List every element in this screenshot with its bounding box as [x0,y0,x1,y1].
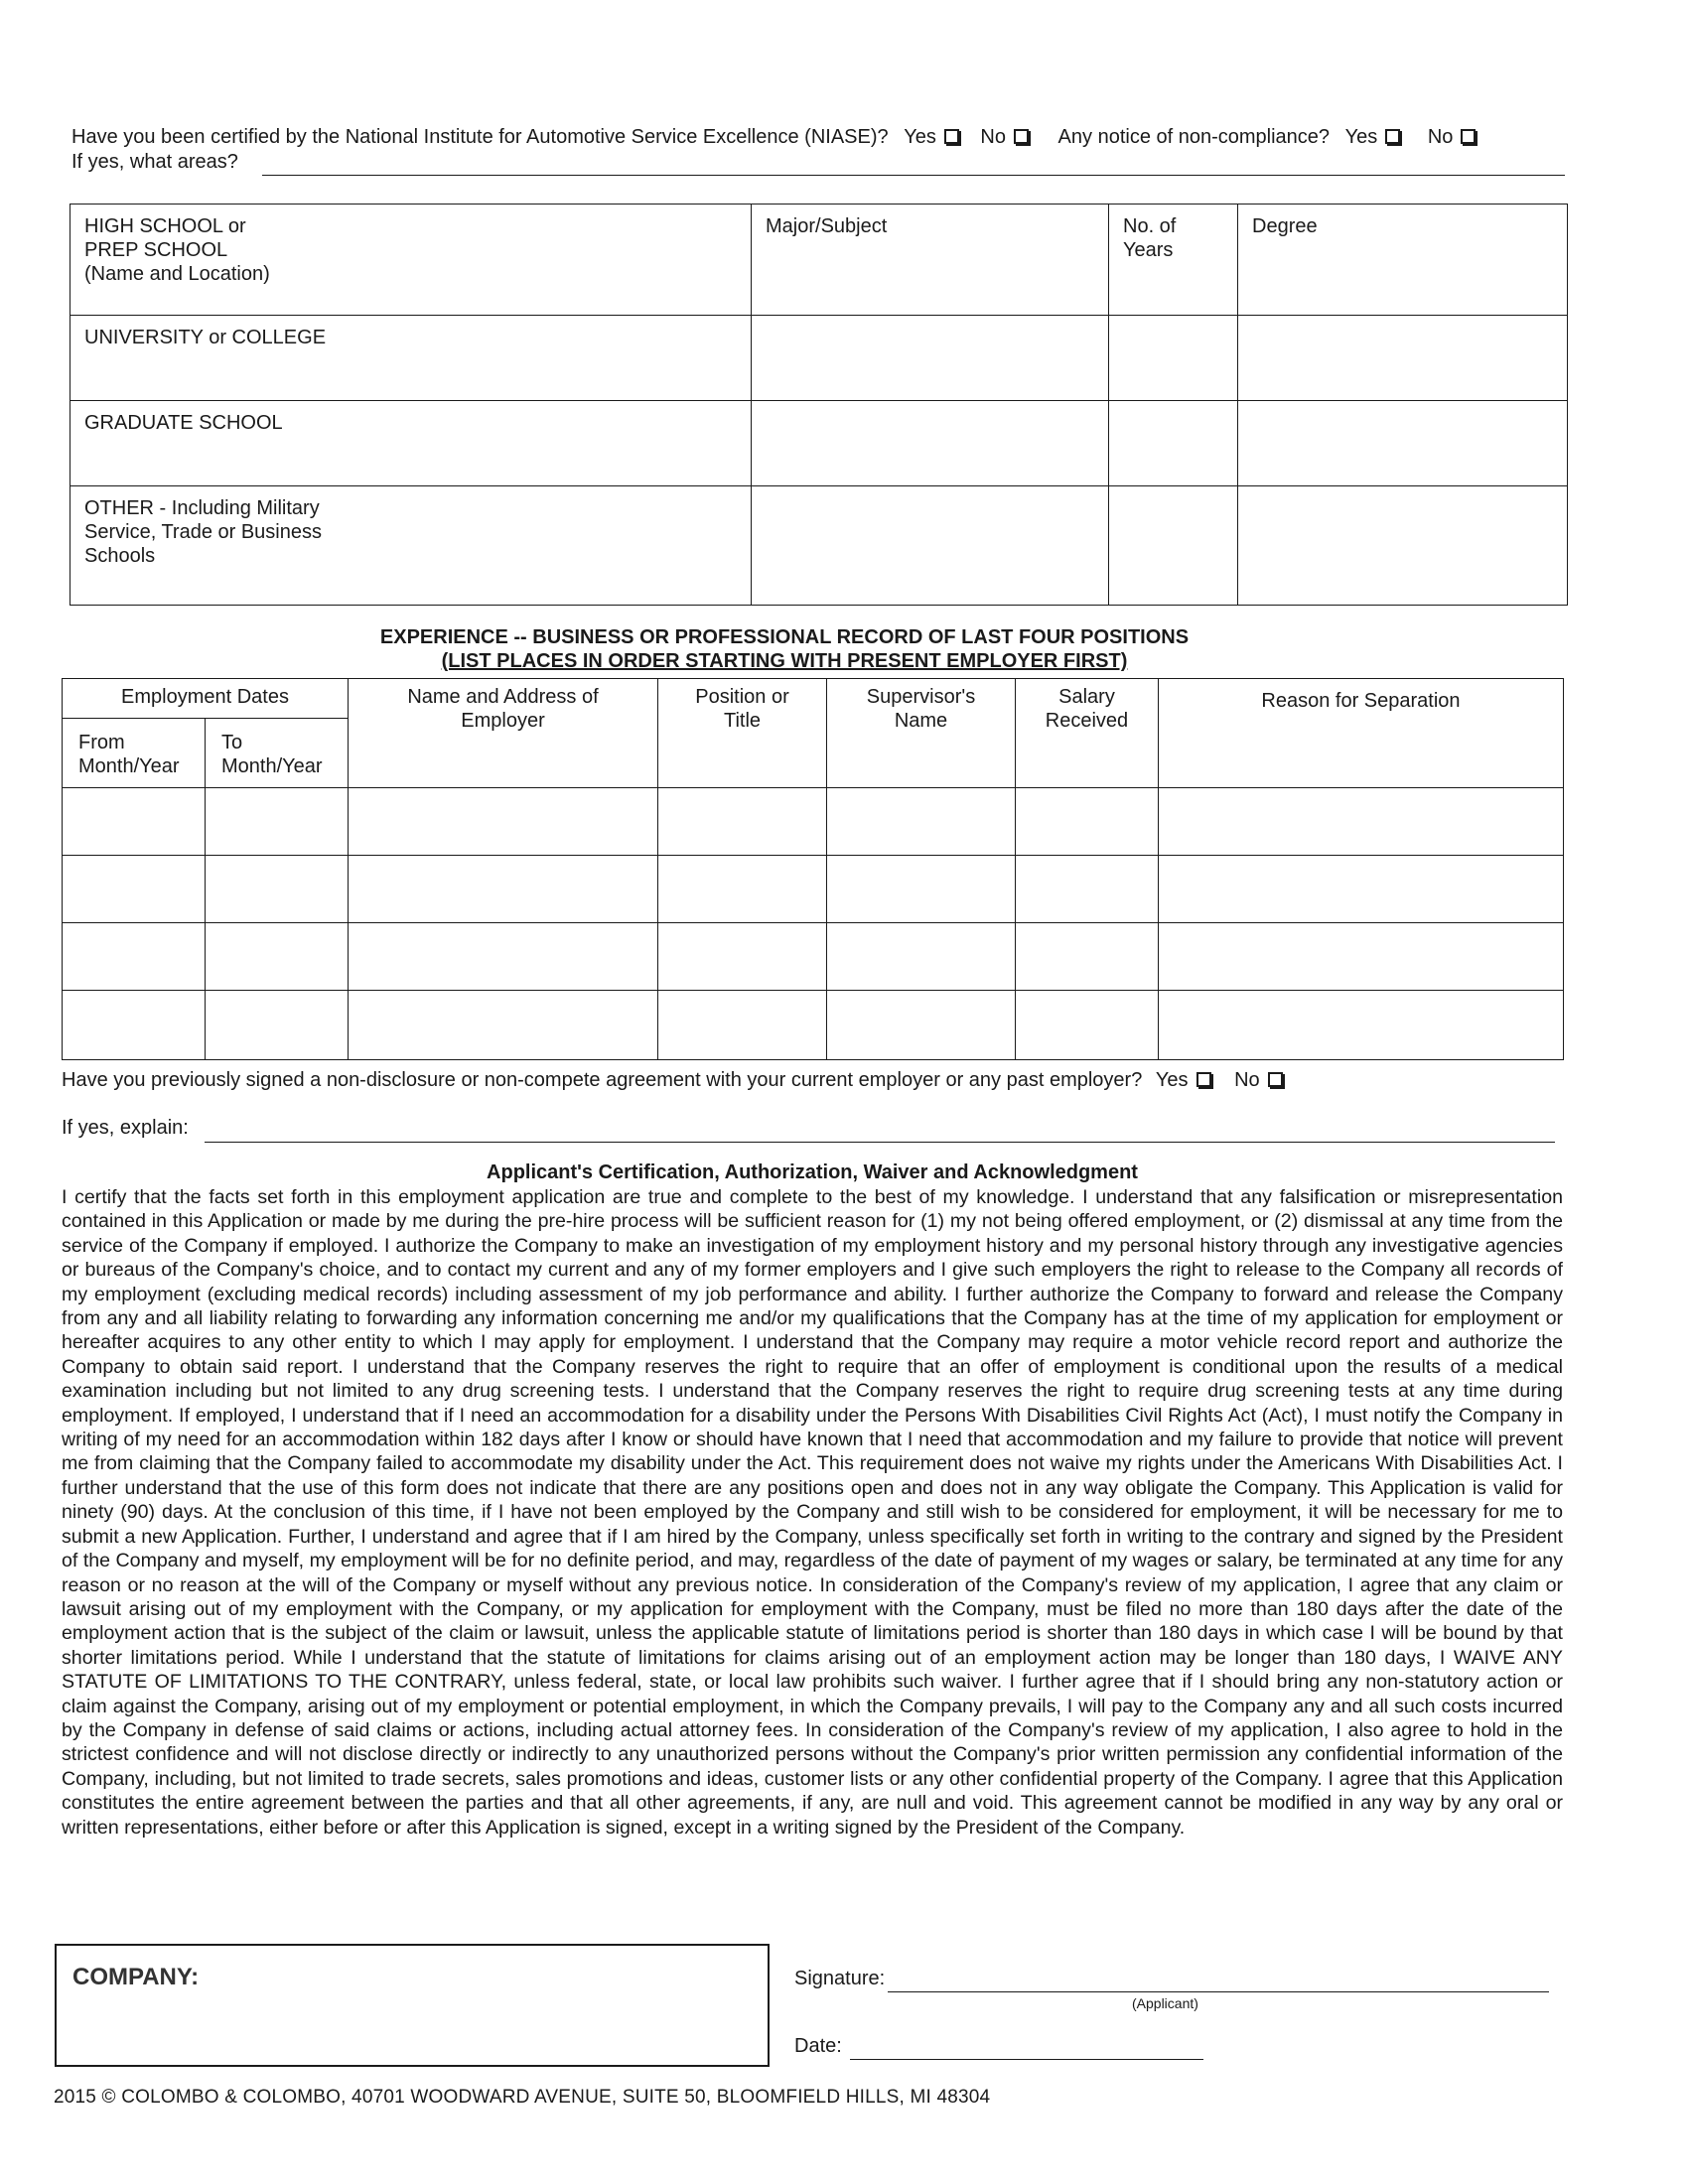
experience-row [63,923,1564,991]
noncompliance-yes-checkbox[interactable] [1385,129,1400,144]
niase-no-label: No [980,126,1006,148]
signature-sublabel: (Applicant) [1132,1995,1198,2011]
row1-reason-cell[interactable] [1159,788,1564,856]
row3-employer-cell[interactable] [349,923,658,991]
employer-header: Name and Address of Employer [349,679,658,788]
niase-no-checkbox[interactable] [1014,129,1029,144]
nda-explain-label: If yes, explain: [62,1117,189,1139]
university-cell[interactable]: UNIVERSITY or COLLEGE [70,316,752,401]
signature-field[interactable] [888,1991,1549,1992]
education-header-row [70,205,1568,316]
nda-explain-field[interactable] [205,1142,1555,1143]
experience-row [63,991,1564,1060]
experience-row [63,856,1564,923]
row4-from-cell[interactable] [63,991,206,1060]
row4-supervisor-cell[interactable] [827,991,1016,1060]
niase-question-row [71,126,1479,149]
graduate-cell[interactable]: GRADUATE SCHOOL [70,401,752,486]
graduate-years-cell[interactable] [1109,401,1238,486]
row1-from-cell[interactable] [63,788,206,856]
degree-header: Degree [1238,205,1568,316]
certification-title: Applicant's Certification, Authorization, Waiver and Acknowledgment [487,1161,1138,1183]
education-row-graduate [70,401,1568,486]
nda-no-checkbox[interactable] [1268,1072,1283,1087]
experience-table [62,678,1564,1060]
row3-supervisor-cell[interactable] [827,923,1016,991]
nda-question-row [62,1069,1287,1092]
other-years-cell[interactable] [1109,486,1238,606]
other-cell[interactable]: OTHER - Including Military Service, Trade or Business Schools [70,486,752,606]
nda-yes-label: Yes [1155,1069,1189,1091]
row3-from-cell[interactable] [63,923,206,991]
row4-position-cell[interactable] [658,991,827,1060]
from-header: From Month/Year [63,719,206,788]
position-header: Position or Title [658,679,827,788]
reason-header: Reason for Separation [1159,679,1564,788]
noncompliance-no-label: No [1427,126,1454,148]
university-years-cell[interactable] [1109,316,1238,401]
row4-to-cell[interactable] [206,991,349,1060]
row2-position-cell[interactable] [658,856,827,923]
supervisor-header: Supervisor's Name [827,679,1016,788]
university-degree-cell[interactable] [1238,316,1568,401]
education-row-university [70,316,1568,401]
signature-label: Signature: [794,1968,886,1989]
niase-areas-label: If yes, what areas? [71,151,238,173]
graduate-major-cell[interactable] [752,401,1109,486]
noncompliance-yes-label: Yes [1344,126,1378,148]
row2-employer-cell[interactable] [349,856,658,923]
nda-no-label: No [1234,1069,1260,1091]
niase-areas-field[interactable] [262,175,1565,176]
niase-yes-label: Yes [904,126,936,148]
company-label: COMPANY: [72,1964,200,1990]
row1-supervisor-cell[interactable] [827,788,1016,856]
date-label: Date: [794,2035,842,2057]
row2-salary-cell[interactable] [1016,856,1159,923]
salary-header: Salary Received [1016,679,1159,788]
row3-reason-cell[interactable] [1159,923,1564,991]
row4-salary-cell[interactable] [1016,991,1159,1060]
graduate-degree-cell[interactable] [1238,401,1568,486]
row3-position-cell[interactable] [658,923,827,991]
nda-question: Have you previously signed a non-disclosure or non-compete agreement with your current employer or any past employer? [62,1069,1143,1091]
row2-reason-cell[interactable] [1159,856,1564,923]
row1-salary-cell[interactable] [1016,788,1159,856]
education-table [70,204,1568,606]
major-header: Major/Subject [752,205,1109,316]
noncompliance-question: Any notice of non-compliance? [1057,126,1331,148]
row2-to-cell[interactable] [206,856,349,923]
university-major-cell[interactable] [752,316,1109,401]
row2-from-cell[interactable] [63,856,206,923]
company-box[interactable] [55,1944,770,2067]
row1-to-cell[interactable] [206,788,349,856]
experience-header-row-1 [63,679,1564,719]
noncompliance-no-checkbox[interactable] [1461,129,1476,144]
years-header: No. of Years [1109,205,1238,316]
row3-to-cell[interactable] [206,923,349,991]
other-major-cell[interactable] [752,486,1109,606]
row1-employer-cell[interactable] [349,788,658,856]
date-field[interactable] [850,2059,1203,2060]
row2-supervisor-cell[interactable] [827,856,1016,923]
footer-copyright: 2015 © COLOMBO & COLOMBO, 40701 WOODWARD AVENUE, SUITE 50, BLOOMFIELD HILLS, MI 48304 [54,2087,991,2108]
experience-title-line2: (LIST PLACES IN ORDER STARTING WITH PRESENT EMPLOYER FIRST) [441,650,1128,672]
other-degree-cell[interactable] [1238,486,1568,606]
experience-row [63,788,1564,856]
row4-reason-cell[interactable] [1159,991,1564,1060]
employment-dates-header: Employment Dates [63,679,349,719]
row3-salary-cell[interactable] [1016,923,1159,991]
row1-position-cell[interactable] [658,788,827,856]
nda-yes-checkbox[interactable] [1196,1072,1211,1087]
row4-employer-cell[interactable] [349,991,658,1060]
certification-body: I certify that the facts set forth in this employment application are true and complete to the best of my knowledge. I understand that any falsification or misrepresentation contained in this Application or made by me during the pre-hire process will be sufficient reason for (1) my not being offered employment, or (2) dismissal at any time from the service of the Company if employed. I authorize the Company to make an investigation of my employment history and my personal history through any investigative agencies or bureaus of the Company's choice, and to contact my current and any of my former employers and I give such employers the right to release to the Company all records of my employment (excluding medical records) including assessment of my job performance and ability. I further authorize the Company to forward and release the Company from any and all liability relating to forwarding any information concerning me and/or my qualifications that the Company has at the time of my application for employment or hereafter acquires to any other entity to which I may apply for employment. I understand that the Company may require a motor vehicle record report and authorize the Company to obtain said report. I understand that the Company reserves the right to require that an offer of employment is conditional upon the results of a medical examination including but not limited to any drug screening tests. I understand that the Company reserves the right to require drug screening tests at any time during employment. If employed, I understand that if I need an accommodation for a disability under the Persons With Disabilities Civil Rights Act (Act), I must notify the Company in writing of my need for an accommodation within 182 days after I know or should have known that I need that accommodation and my failure to provide that notice will prevent me from claiming that the Company failed to accommodate my disability under the Act. This requirement does not waive my rights under the Americans With Disabilities Act. I further understand that the use of this form does not indicate that there are any positions open and does not in any way obligate the Company. This Application is valid for ninety (90) days. At the conclusion of this time, if I have not been employed by the Company and still wish to be considered for employment, it will be necessary for me to submit a new Application. Further, I understand and agree that if I am hired by the Company, unless specifically set forth in writing to the contrary and signed by the President of the Company and myself, my employment will be for no definite period, and may, regardless of the date of payment of my wages or salary, be terminated at any time for any reason or no reason at the will of the Company or myself without any previous notice. In consideration of the Company's review of my application, I agree that any claim or lawsuit arising out of my employment with the Company, or my application for employment with the Company, must be filed no more than 180 days after the date of the employment action that is the subject of the claim or lawsuit, unless the applicable statute of limitations period is shorter than 180 days in which case I will be bound by that shorter limitations period. While I understand that the statute of limitations for claims arising out of an employment action may be longer than 180 days, I WAIVE ANY STATUTE OF LIMITATIONS TO THE CONTRARY, unless federal, state, or local law prohibits such waiver. I further agree that if I should bring any non-statutory action or claim against the Company, arising out of my employment or potential employment, in which the Company prevails, I will pay to the Company any and all such costs incurred by the Company in defense of said claims or actions, including actual attorney fees. In consideration of the Company's review of my application, I also agree to hold in the strictest confidence and will not disclose directly or indirectly to any unauthorized persons without the Company's prior written permission any confidential information of the Company, including, but not limited to trade secrets, sales promotions and ideas, customer lists or any other confidential property of the Company. I agree that this Application constitutes the entire agreement between the parties and that all other agreements, if any, are null and void. This agreement cannot be modified in any way by any oral or written representations, either before or after this Application is signed, except in a writing signed by the President of the Company. [62,1186,1563,1839]
to-header: To Month/Year [206,719,349,788]
niase-question: Have you been certified by the National Institute for Automotive Service Excellence (NIASE)? [71,126,889,148]
experience-title [328,625,1241,673]
high-school-cell[interactable]: HIGH SCHOOL or PREP SCHOOL (Name and Location) [70,205,752,316]
education-row-other [70,486,1568,606]
niase-yes-checkbox[interactable] [944,129,959,144]
experience-title-line1: EXPERIENCE -- BUSINESS OR PROFESSIONAL RECORD OF LAST FOUR POSITIONS [379,626,1190,648]
